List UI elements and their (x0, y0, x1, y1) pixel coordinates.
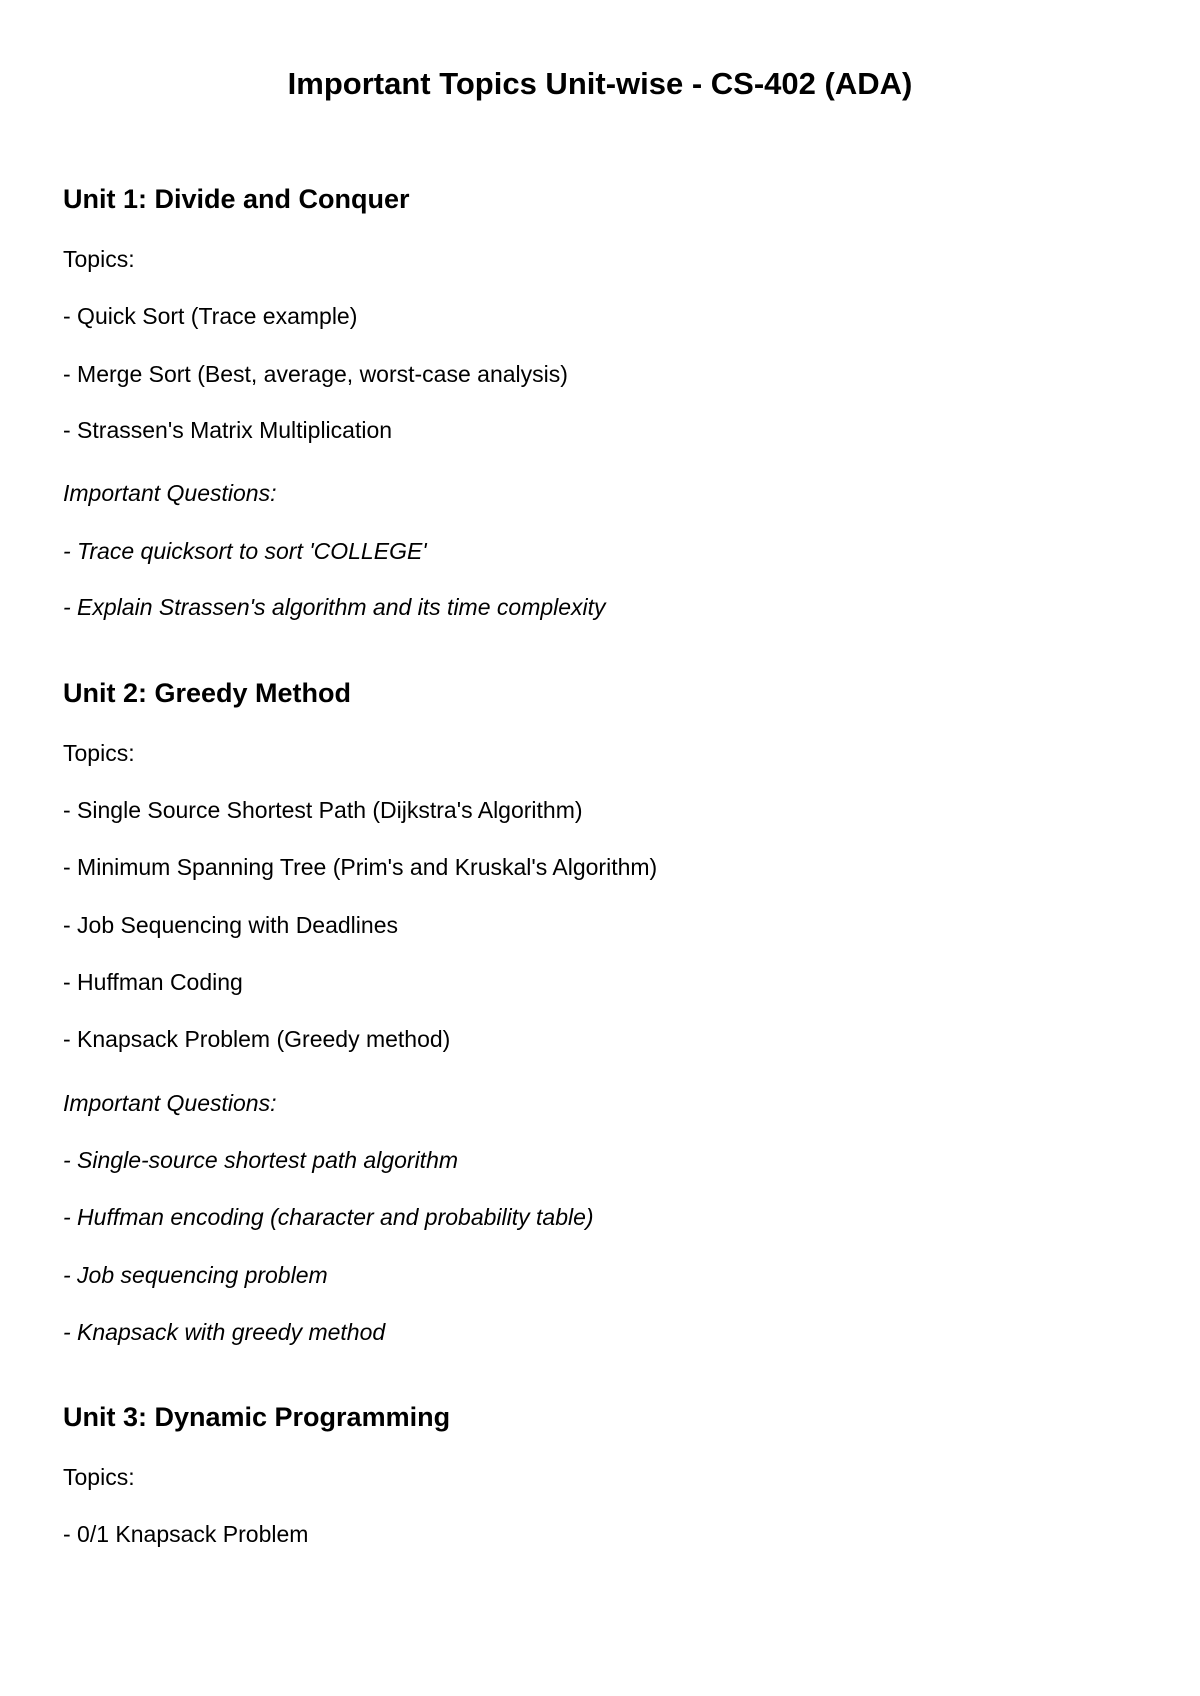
unit-2-question-item: - Job sequencing problem (63, 1262, 328, 1288)
unit-3-topic-item: - 0/1 Knapsack Problem (63, 1521, 309, 1547)
unit-2-question-item: - Knapsack with greedy method (63, 1319, 386, 1345)
unit-1-question-item: - Explain Strassen's algorithm and its time complexity (63, 594, 606, 620)
unit-1-heading: Unit 1: Divide and Conquer (63, 184, 410, 214)
unit-2-topic-item: - Minimum Spanning Tree (Prim's and Kruskal's Algorithm) (63, 854, 658, 880)
unit-2-topics-label: Topics: (63, 740, 135, 766)
unit-1-topic-item: - Quick Sort (Trace example) (63, 303, 358, 329)
unit-2-topic-item: - Knapsack Problem (Greedy method) (63, 1026, 451, 1052)
unit-3-heading: Unit 3: Dynamic Programming (63, 1402, 451, 1432)
unit-1-topic-item: - Merge Sort (Best, average, worst-case analysis) (63, 361, 568, 387)
page-title: Important Topics Unit-wise - CS-402 (ADA) (287, 66, 913, 101)
unit-2-question-item: - Huffman encoding (character and probability table) (63, 1204, 594, 1230)
unit-3-topics-label: Topics: (63, 1464, 135, 1490)
unit-1-questions-label: Important Questions: (63, 480, 277, 506)
unit-2-question-item: - Single-source shortest path algorithm (63, 1147, 459, 1173)
unit-2-heading: Unit 2: Greedy Method (63, 678, 352, 708)
unit-2-questions-label: Important Questions: (63, 1090, 277, 1116)
unit-2-topic-item: - Single Source Shortest Path (Dijkstra's Algorithm) (63, 797, 583, 823)
unit-2-topic-item: - Job Sequencing with Deadlines (63, 912, 398, 938)
unit-1-topic-item: - Strassen's Matrix Multiplication (63, 417, 393, 443)
unit-1-question-item: - Trace quicksort to sort 'COLLEGE' (63, 538, 427, 564)
unit-1-topics-label: Topics: (63, 246, 135, 272)
unit-2-topic-item: - Huffman Coding (63, 969, 243, 995)
